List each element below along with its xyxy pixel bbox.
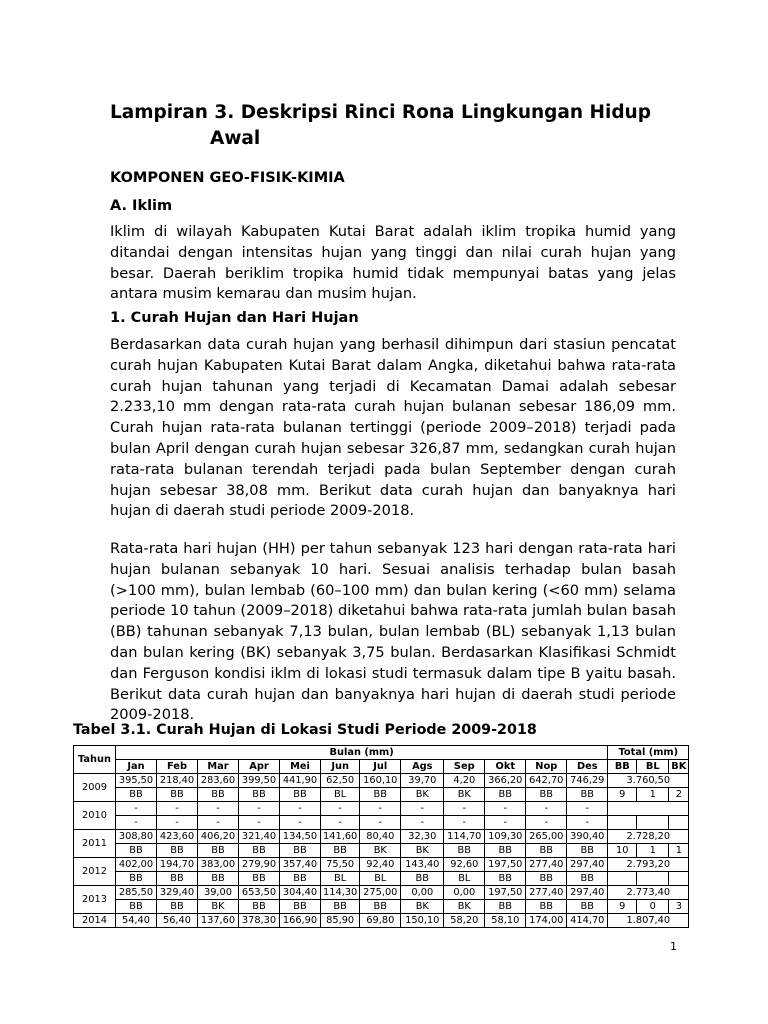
table-row (74, 844, 689, 858)
rainfall-table (73, 745, 689, 928)
rainfall-cell: 0,00 (401, 886, 444, 900)
rainfall-cell: 746,29 (567, 774, 608, 788)
rainfall-cell: 85,90 (321, 914, 360, 928)
page-title (110, 100, 680, 152)
month-class-cell: BB (360, 788, 401, 802)
month-class-cell: BB (485, 872, 526, 886)
rainfall-cell: - (444, 802, 485, 816)
month-class-cell: BB (239, 844, 280, 858)
month-class-cell: BB (567, 872, 608, 886)
month-header: Apr (239, 760, 280, 774)
month-class-cell: BB (567, 844, 608, 858)
rainfall-cell: 283,60 (198, 774, 239, 788)
section-heading-curah-hujan: 1. Curah Hujan dan Hari Hujan (110, 310, 359, 326)
year-cell: 2010 (74, 802, 116, 830)
month-header: Feb (157, 760, 198, 774)
section-heading-iklim: A. Iklim (110, 198, 173, 214)
month-class-cell: BB (360, 900, 401, 914)
month-class-cell: - (116, 816, 157, 830)
rainfall-cell: 137,60 (198, 914, 239, 928)
month-class-cell: BL (444, 872, 485, 886)
rainfall-cell: 642,70 (526, 774, 567, 788)
month-class-cell: BL (360, 872, 401, 886)
month-class-cell: BB (280, 788, 321, 802)
total-subheader: BL (637, 760, 669, 774)
annual-total-cell: 2.793,20 (608, 858, 689, 872)
rainfall-cell: 279,90 (239, 858, 280, 872)
table-row (74, 816, 689, 830)
month-class-cell: BL (321, 872, 360, 886)
class-count-cell: 0 (637, 900, 669, 914)
table-header-row-2 (74, 760, 689, 774)
year-cell: 2012 (74, 858, 116, 886)
rainfall-cell: 75,50 (321, 858, 360, 872)
class-count-cell: 9 (608, 788, 637, 802)
title-line-2: Awal (210, 128, 261, 149)
class-count-cell (669, 872, 689, 886)
month-header: Nop (526, 760, 567, 774)
page-number: 1 (670, 940, 677, 953)
rainfall-cell: - (116, 802, 157, 816)
month-class-cell: - (485, 816, 526, 830)
month-header: Mei (280, 760, 321, 774)
table-row (74, 900, 689, 914)
month-class-cell: BK (401, 900, 444, 914)
table-caption: Tabel 3.1. Curah Hujan di Lokasi Studi Periode 2009-2018 (73, 722, 537, 738)
rainfall-cell: 174,00 (526, 914, 567, 928)
table-row (74, 858, 689, 872)
annual-total-cell: 3.760,50 (608, 774, 689, 788)
class-count-cell (608, 816, 637, 830)
annual-total-cell: 2.728,20 (608, 830, 689, 844)
rainfall-cell: 297,40 (567, 886, 608, 900)
rainfall-cell: 150,10 (401, 914, 444, 928)
total-subheader: BK (669, 760, 689, 774)
month-class-cell: BB (239, 788, 280, 802)
month-class-cell: BK (444, 788, 485, 802)
month-class-cell: - (567, 816, 608, 830)
rainfall-cell: 378,30 (239, 914, 280, 928)
year-cell: 2011 (74, 830, 116, 858)
month-class-cell: BK (198, 900, 239, 914)
rainfall-cell: 62,50 (321, 774, 360, 788)
table-row (74, 774, 689, 788)
rainfall-cell: 39,00 (198, 886, 239, 900)
annual-total-cell (608, 802, 689, 816)
rainfall-cell: 395,50 (116, 774, 157, 788)
rainfall-cell: 321,40 (239, 830, 280, 844)
month-class-cell: - (444, 816, 485, 830)
rainfall-cell: 92,40 (360, 858, 401, 872)
rainfall-cell: 277,40 (526, 886, 567, 900)
month-class-cell: BB (116, 844, 157, 858)
month-class-cell: BB (280, 872, 321, 886)
rainfall-cell: 4,20 (444, 774, 485, 788)
rainfall-cell: 32,30 (401, 830, 444, 844)
component-heading: KOMPONEN GEO-FISIK-KIMIA (110, 170, 345, 186)
rainfall-cell: - (239, 802, 280, 816)
month-class-cell: - (526, 816, 567, 830)
rainfall-cell: - (321, 802, 360, 816)
month-class-cell: BB (157, 844, 198, 858)
class-count-cell: 9 (608, 900, 637, 914)
rainfall-cell: 80,40 (360, 830, 401, 844)
rainfall-cell: 423,60 (157, 830, 198, 844)
month-class-cell: BB (567, 788, 608, 802)
total-subheader: BB (608, 760, 637, 774)
rainfall-cell: - (567, 802, 608, 816)
rainfall-cell: 297,40 (567, 858, 608, 872)
month-class-cell: BB (198, 788, 239, 802)
rainfall-cell: 92,60 (444, 858, 485, 872)
rainfall-cell: 366,20 (485, 774, 526, 788)
table-row (74, 872, 689, 886)
month-class-cell: BB (239, 900, 280, 914)
month-class-cell: BB (567, 900, 608, 914)
month-class-cell: BB (485, 788, 526, 802)
class-count-cell (608, 872, 637, 886)
rainfall-cell: 54,40 (116, 914, 157, 928)
rainfall-cell: 285,50 (116, 886, 157, 900)
rainfall-cell: 414,70 (567, 914, 608, 928)
class-count-cell: 1 (669, 844, 689, 858)
class-count-cell: 10 (608, 844, 637, 858)
rainfall-cell: 109,30 (485, 830, 526, 844)
month-class-cell: BB (157, 788, 198, 802)
class-count-cell: 3 (669, 900, 689, 914)
month-class-cell: BB (401, 872, 444, 886)
month-class-cell: - (198, 816, 239, 830)
month-class-cell: BK (401, 844, 444, 858)
rainfall-cell: 399,50 (239, 774, 280, 788)
month-group-header: Bulan (mm) (116, 746, 608, 760)
rainfall-cell: 141,60 (321, 830, 360, 844)
month-class-cell: BB (485, 900, 526, 914)
month-class-cell: BK (401, 788, 444, 802)
month-header: Jun (321, 760, 360, 774)
month-class-cell: - (401, 816, 444, 830)
rainfall-cell: 134,50 (280, 830, 321, 844)
rainfall-cell: 265,00 (526, 830, 567, 844)
month-class-cell: BB (198, 844, 239, 858)
rainfall-cell: 277,40 (526, 858, 567, 872)
title-line-1: Lampiran 3. Deskripsi Rinci Rona Lingkungan Hidup (110, 102, 651, 123)
table-row (74, 830, 689, 844)
rainfall-cell: 218,40 (157, 774, 198, 788)
rainfall-cell: 39,70 (401, 774, 444, 788)
month-class-cell: - (280, 816, 321, 830)
rainfall-cell: 275,00 (360, 886, 401, 900)
class-count-cell: 1 (637, 844, 669, 858)
month-class-cell: BB (485, 844, 526, 858)
paragraph-hari-hujan: Rata-rata hari hujan (HH) per tahun sebanyak 123 hari dengan rata-rata hari hujan bulanan sebanyak 10 hari. Sesuai analisis terhadap bulan basah (>100 mm), bulan lembab (60–100 mm) dan bulan kering (<60 mm) selama periode 10 tahun (2009–2018) diketahui bahwa rata-rata jumlah bulan basah (BB) tahunan sebanyak 7,13 bulan, bulan lembab (BL) sebanyak 1,13 bulan dan bulan kering (BK) sebanyak 3,75 bulan. Berdasarkan Klasifikasi Schmidt dan Ferguson kondisi iklm di lokasi studi termasuk dalam tipe B yaitu basah. Berikut data curah hujan dan banyaknya hari hujan di daerah studi periode 2009-2018. (110, 540, 676, 724)
rainfall-cell: - (198, 802, 239, 816)
month-class-cell: - (239, 816, 280, 830)
month-header: Jul (360, 760, 401, 774)
rainfall-cell: - (401, 802, 444, 816)
rainfall-cell: 406,20 (198, 830, 239, 844)
rainfall-cell: 390,40 (567, 830, 608, 844)
month-header: Mar (198, 760, 239, 774)
rainfall-cell: 143,40 (401, 858, 444, 872)
table-row (74, 914, 689, 928)
rainfall-cell: 304,40 (280, 886, 321, 900)
rainfall-cell: 653,50 (239, 886, 280, 900)
month-class-cell: BB (280, 844, 321, 858)
month-class-cell: BB (526, 844, 567, 858)
month-class-cell: BB (157, 900, 198, 914)
rainfall-cell: 357,40 (280, 858, 321, 872)
month-header: Des (567, 760, 608, 774)
rainfall-cell: 197,50 (485, 858, 526, 872)
month-header: Ags (401, 760, 444, 774)
month-class-cell: - (157, 816, 198, 830)
year-cell: 2009 (74, 774, 116, 802)
rainfall-cell: 329,40 (157, 886, 198, 900)
class-count-cell (637, 816, 669, 830)
month-class-cell: BB (444, 844, 485, 858)
month-class-cell: BB (116, 788, 157, 802)
rainfall-cell: 58,10 (485, 914, 526, 928)
rainfall-cell: 441,90 (280, 774, 321, 788)
month-class-cell: BB (321, 844, 360, 858)
month-header: Sep (444, 760, 485, 774)
rainfall-cell: 160,10 (360, 774, 401, 788)
rainfall-cell: 56,40 (157, 914, 198, 928)
rainfall-cell: - (526, 802, 567, 816)
rainfall-cell: 114,30 (321, 886, 360, 900)
year-cell: 2014 (74, 914, 116, 928)
rainfall-cell: 69,80 (360, 914, 401, 928)
class-count-cell: 2 (669, 788, 689, 802)
year-column-header: Tahun (74, 746, 116, 774)
month-class-cell: BB (116, 900, 157, 914)
rainfall-cell: 402,00 (116, 858, 157, 872)
month-class-cell: BB (526, 900, 567, 914)
table-row (74, 802, 689, 816)
month-header: Okt (485, 760, 526, 774)
rainfall-cell: 383,00 (198, 858, 239, 872)
paragraph-curah-hujan: Berdasarkan data curah hujan yang berhasil dihimpun dari stasiun pencatat curah hujan Kabupaten Kutai Barat dalam Angka, diketahui bahwa rata-rata curah hujan tahunan yang terjadi di Kecamatan Damai adalah sebesar 2.233,10 mm dengan rata-rata curah hujan bulanan sebesar 186,09 mm. Curah hujan rata-rata bulanan tertinggi (periode 2009–2018) terjadi pada bulan April dengan curah hujan sebesar 326,87 mm, sedangkan curah hujan rata-rata bulanan terendah terjadi pada bulan September dengan curah hujan sebesar 38,08 mm. Berikut data curah hujan dan banyaknya hari hujan di daerah studi periode 2009-2018. (110, 336, 676, 520)
annual-total-cell: 1.807,40 (608, 914, 689, 928)
class-count-cell (669, 816, 689, 830)
table-row (74, 886, 689, 900)
month-class-cell: BB (157, 872, 198, 886)
rainfall-cell: 58,20 (444, 914, 485, 928)
rainfall-cell: 0,00 (444, 886, 485, 900)
month-class-cell: BB (198, 872, 239, 886)
rainfall-cell: - (360, 802, 401, 816)
month-header: Jan (116, 760, 157, 774)
rainfall-cell: - (485, 802, 526, 816)
month-class-cell: BK (444, 900, 485, 914)
rainfall-cell: 194,70 (157, 858, 198, 872)
month-class-cell: BL (321, 788, 360, 802)
month-class-cell: BB (526, 872, 567, 886)
month-class-cell: BK (360, 844, 401, 858)
rainfall-cell: 197,50 (485, 886, 526, 900)
month-class-cell: - (360, 816, 401, 830)
rainfall-cell: - (280, 802, 321, 816)
month-class-cell: BB (239, 872, 280, 886)
month-class-cell: - (321, 816, 360, 830)
annual-total-cell: 2.773,40 (608, 886, 689, 900)
rainfall-cell: 114,70 (444, 830, 485, 844)
total-group-header: Total (mm) (608, 746, 689, 760)
rainfall-cell: 166,90 (280, 914, 321, 928)
year-cell: 2013 (74, 886, 116, 914)
month-class-cell: BB (321, 900, 360, 914)
class-count-cell: 1 (637, 788, 669, 802)
table-header-row-1 (74, 746, 689, 760)
rainfall-cell: - (157, 802, 198, 816)
table-row (74, 788, 689, 802)
rainfall-cell: 308,80 (116, 830, 157, 844)
month-class-cell: BB (280, 900, 321, 914)
month-class-cell: BB (116, 872, 157, 886)
table-body (74, 774, 689, 928)
paragraph-iklim: Iklim di wilayah Kabupaten Kutai Barat adalah iklim tropika humid yang ditandai dengan intensitas hujan yang tinggi dan nilai curah hujan yang besar. Daerah beriklim tropika humid tidak mempunyai batas yang jelas antara musim kemarau dan musim hujan. (110, 223, 676, 303)
month-class-cell: BB (526, 788, 567, 802)
class-count-cell (637, 872, 669, 886)
